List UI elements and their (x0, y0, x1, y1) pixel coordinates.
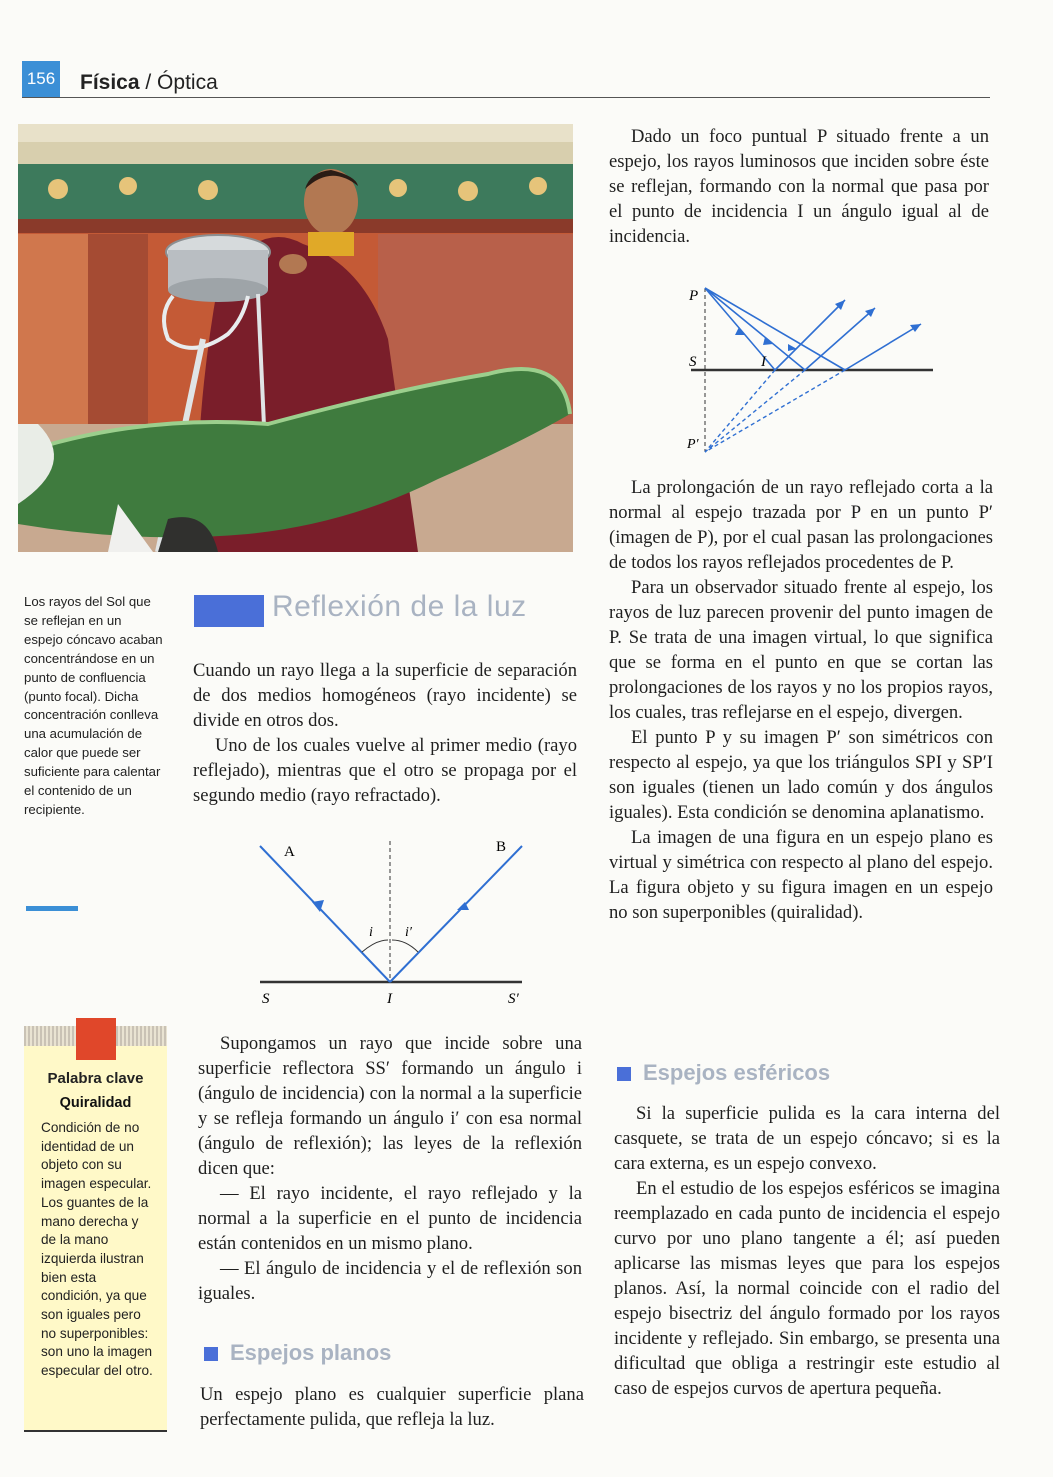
ray-2-incident-arrowhead (763, 337, 773, 345)
right-p1: Dado un foco puntual P situado frente a un espejo, los rayos luminosos que inciden sobre éste se reflejan, formando con la normal que pasa por el punto de incidencia I un ángulo igual al de incidencia. (609, 126, 989, 247)
reflection-diagram (250, 836, 535, 1008)
angle-arc-i (362, 940, 388, 952)
right-text-2 (609, 475, 993, 925)
right-p3: Para un observador situado frente al espejo, los rayos de luz parecen provenir del punto imagen de P. Se trata de una imagen virtual, lo que significa que se forma en el punto en que se cortan las prolongaciones de los rayos y no los propios rayos, los cuales, tras reflejarse en el espejo, divergen. (609, 577, 993, 723)
page-number: 156 (22, 61, 60, 97)
label-s-prime: S′ (508, 991, 519, 1007)
running-head-subject: Física (80, 71, 140, 94)
planos-p1: Un espejo plano es cualquier superficie plana perfectamente pulida, que refleja la luz. (200, 1384, 584, 1430)
ray-3-reflected (845, 324, 921, 370)
section-square-planos (204, 1347, 218, 1361)
section-title-planos: Espejos planos (230, 1340, 392, 1365)
ray-2-extension (705, 370, 805, 452)
caption-divider (26, 906, 78, 911)
ray-3-incident (705, 288, 845, 370)
reflexion-p2: Uno de los cuales vuelve al primer medio (rayo reflejado), mientras que el otro se propaga por el segundo medio (rayo refractado). (193, 735, 577, 806)
right-p5: La imagen de una figura en un espejo plano es virtual y simétrica con respecto al plano del espejo. La figura objeto y su figura imagen en un espejo no son superponibles (quiralidad). (609, 827, 993, 923)
running-head-topic: / Óptica (139, 71, 218, 94)
section-title-esfericos: Espejos esféricos (643, 1060, 831, 1085)
ray-1-extension (705, 370, 775, 452)
plane-mirror-diagram (685, 280, 940, 460)
planos-text (200, 1382, 584, 1432)
keyword-term: Quiralidad (59, 1095, 132, 1111)
section-bar (194, 595, 264, 627)
keyword-box-marker (76, 1018, 116, 1060)
section-title-reflexion: Reflexión de la luz (272, 590, 527, 623)
right-p4: El punto P y su imagen P′ son simétricos con respecto al espejo, ya que los triángulos SPI y SP′I son iguales (tienen un lado común y dos ángulos iguales). Esta condición se denomina aplanatismo. (609, 727, 993, 823)
label-incidence-point: I (387, 991, 392, 1007)
reflexion-law-1: — El rayo incidente, el rayo reflejado y la normal a la superficie en el punto de incidencia están contenidos en un mismo plano. (198, 1183, 582, 1254)
angle-arc-i-prime (392, 940, 418, 952)
reflexion-law-2: — El ángulo de incidencia y el de reflexión son iguales. (198, 1258, 582, 1304)
incident-ray (260, 846, 390, 982)
label-s: S (262, 991, 270, 1007)
keyword-definition: Condición de no identidad de un objeto con su imagen especular. Los guantes de la mano derecha y de la mano izquierda ilustran bien esta condición, ya que son iguales pero no superponibles: son uno la imagen especular del otro. (41, 1120, 153, 1379)
header-rule (22, 97, 990, 98)
ray-3-arrowhead (910, 324, 921, 332)
esfericos-text (614, 1101, 1000, 1401)
keyword-heading: Palabra clave (47, 1070, 144, 1087)
photo-caption: Los rayos del Sol que se reflejan en un espejo cóncavo acaban concentrándose en un punto de confluencia (punto focal). Dicha concentración conlleva una acumulación de calor que puede ser suficiente para calentar el contenido de un recipiente. (24, 594, 163, 817)
reflexion-p3: Supongamos un rayo que incide sobre una superficie reflectora SS′ formando un ángulo i (ángulo de incidencia) con la normal a la superficie y se refleja formando un ángulo i′ con esa normal (ángulo de reflexión); las leyes de la reflexión dicen que: (198, 1033, 582, 1179)
right-p2: La prolongación de un rayo reflejado corta a la normal al espejo trazada por P en un punto P′ (imagen de P), por el cual pasan las prolongaciones de todos los rayos reflejados procedentes de P. (609, 477, 993, 573)
reflexion-p1: Cuando un rayo llega a la superficie de separación de dos medios homogéneos (rayo incidente) se divide en otros dos. (193, 660, 577, 731)
ray-2-incident (705, 288, 805, 370)
label-p-prime: P′ (687, 437, 699, 452)
label-i: i (369, 925, 373, 940)
reflexion-text-2 (198, 1031, 582, 1306)
label-a: A (284, 844, 295, 860)
ray-3-extension (705, 370, 845, 452)
label-i-plane: I (761, 354, 766, 370)
reflected-ray (390, 846, 522, 982)
reflexion-text-1 (193, 658, 577, 808)
label-p: P (689, 288, 699, 304)
esfericos-p2: En el estudio de los espejos esféricos se imagina reemplazado en cada punto de incidencia el espejo curvo por uno plano tangente a él; así pueden aplicarse las mismas leyes que para los espejos planos. Así, la normal coincide con el radio del espejo bisectriz del ángulo formado por los rayos incidente y reflejado. Sin embargo, se presenta una dificultad que obliga a restringir este estudio al caso de espejos curvos de apertura pequeña. (614, 1178, 1000, 1399)
label-i-prime: i′ (405, 925, 412, 940)
section-square-esfericos (617, 1067, 631, 1081)
label-s-plane: S (689, 354, 697, 370)
photo-illustration (18, 124, 573, 552)
label-b: B (496, 839, 507, 855)
esfericos-p1: Si la superficie pulida es la cara interna del casquete, se trata de un espejo cóncavo; si es la cara externa, es un espejo convexo. (614, 1103, 1000, 1174)
running-head (80, 71, 218, 95)
keyword-box (24, 1026, 167, 1432)
right-text-1 (609, 124, 989, 249)
ray-2-reflected (805, 308, 875, 370)
photo-solar-mirror (18, 124, 573, 552)
